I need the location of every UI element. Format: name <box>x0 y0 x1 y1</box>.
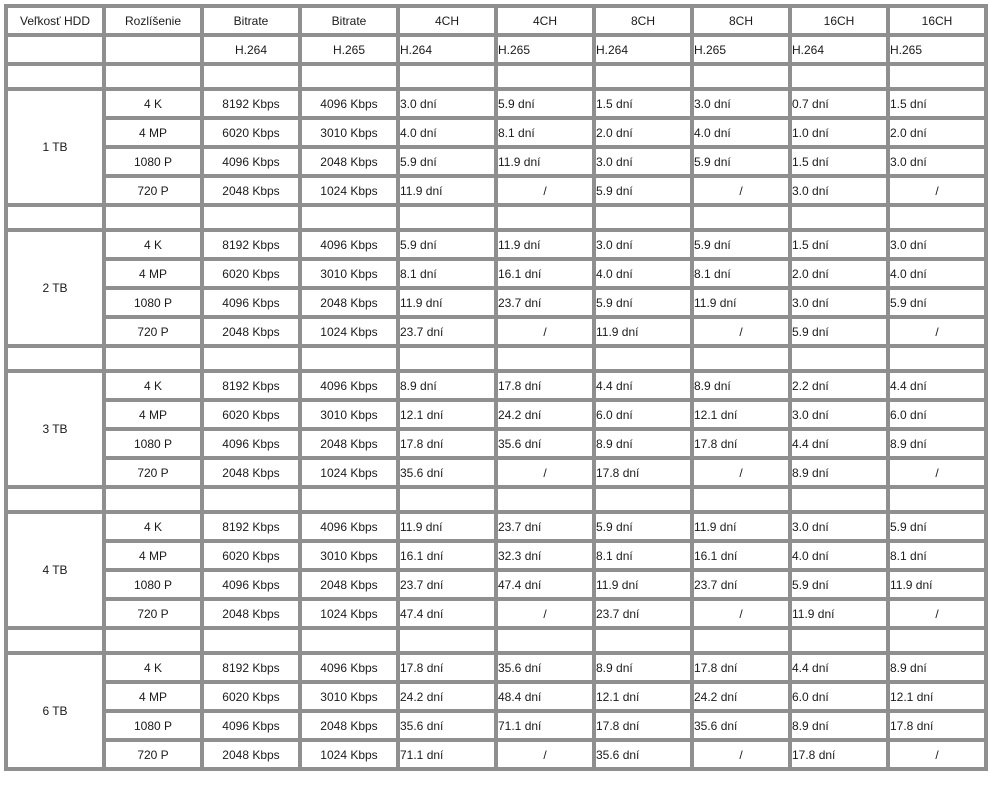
hdd-size-cell: 1 TB <box>8 91 102 203</box>
recording-days-cell: 2.2 dní <box>792 373 886 398</box>
recording-days-cell: 16.1 dní <box>498 261 592 286</box>
table-row <box>8 261 984 286</box>
empty-cell <box>792 348 886 369</box>
recording-days-cell: 71.1 dní <box>400 742 494 767</box>
recording-days-cell: 17.8 dní <box>596 713 690 738</box>
empty-cell <box>694 630 788 651</box>
recording-days-cell: 6.0 dní <box>596 402 690 427</box>
hdd-recording-time-table <box>4 4 988 771</box>
recording-days-cell: 11.9 dní <box>498 232 592 257</box>
recording-days-cell: 3.0 dní <box>792 290 886 315</box>
recording-days-cell: 47.4 dní <box>400 601 494 626</box>
resolution-cell: 4 MP <box>106 402 200 427</box>
table-row <box>8 290 984 315</box>
column-header: Veľkosť HDD <box>8 8 102 33</box>
table-row <box>8 319 984 344</box>
recording-days-cell: 3.0 dní <box>792 178 886 203</box>
recording-days-cell: 11.9 dní <box>498 149 592 174</box>
empty-cell <box>204 489 298 510</box>
bitrate-cell: 2048 Kbps <box>204 601 298 626</box>
empty-cell <box>204 348 298 369</box>
recording-days-cell: / <box>694 319 788 344</box>
resolution-cell: 720 P <box>106 319 200 344</box>
recording-days-cell: 4.0 dní <box>694 120 788 145</box>
bitrate-cell: 4096 Kbps <box>302 91 396 116</box>
table-row <box>8 460 984 485</box>
empty-cell <box>890 207 984 228</box>
bitrate-cell: 2048 Kbps <box>302 290 396 315</box>
recording-days-cell: 35.6 dní <box>596 742 690 767</box>
recording-days-cell: 23.7 dní <box>498 290 592 315</box>
recording-days-cell: 23.7 dní <box>694 572 788 597</box>
bitrate-cell: 6020 Kbps <box>204 261 298 286</box>
codec-header: H.264 <box>596 37 690 62</box>
empty-cell <box>694 207 788 228</box>
recording-days-cell: 24.2 dní <box>400 684 494 709</box>
empty-cell <box>106 66 200 87</box>
bitrate-cell: 3010 Kbps <box>302 402 396 427</box>
recording-days-cell: / <box>890 742 984 767</box>
resolution-cell: 720 P <box>106 460 200 485</box>
recording-days-cell: 11.9 dní <box>694 514 788 539</box>
recording-days-cell: 23.7 dní <box>498 514 592 539</box>
recording-days-cell: 3.0 dní <box>792 514 886 539</box>
recording-days-cell: 35.6 dní <box>694 713 788 738</box>
empty-cell <box>106 630 200 651</box>
resolution-cell: 720 P <box>106 742 200 767</box>
recording-days-cell: 16.1 dní <box>400 543 494 568</box>
recording-days-cell: 17.8 dní <box>890 713 984 738</box>
recording-days-cell: 17.8 dní <box>694 431 788 456</box>
recording-days-cell: 2.0 dní <box>792 261 886 286</box>
codec-header: H.265 <box>694 37 788 62</box>
recording-days-cell: / <box>498 460 592 485</box>
column-header: 16CH <box>792 8 886 33</box>
recording-days-cell: / <box>694 178 788 203</box>
recording-days-cell: 4.0 dní <box>400 120 494 145</box>
recording-days-cell: 4.0 dní <box>792 543 886 568</box>
empty-cell <box>204 630 298 651</box>
recording-days-cell: 17.8 dní <box>498 373 592 398</box>
recording-days-cell: / <box>890 319 984 344</box>
recording-days-cell: 12.1 dní <box>694 402 788 427</box>
table-row <box>8 684 984 709</box>
empty-cell <box>792 630 886 651</box>
empty-cell <box>106 348 200 369</box>
table-row <box>8 373 984 398</box>
recording-days-cell: 71.1 dní <box>498 713 592 738</box>
codec-header <box>106 37 200 62</box>
bitrate-cell: 6020 Kbps <box>204 543 298 568</box>
hdd-size-cell: 4 TB <box>8 514 102 626</box>
empty-cell <box>890 66 984 87</box>
empty-cell <box>302 348 396 369</box>
recording-days-cell: 3.0 dní <box>596 149 690 174</box>
column-header: Bitrate <box>302 8 396 33</box>
bitrate-cell: 2048 Kbps <box>204 742 298 767</box>
bitrate-cell: 4096 Kbps <box>204 713 298 738</box>
table-row <box>8 742 984 767</box>
resolution-cell: 4 K <box>106 232 200 257</box>
recording-days-cell: / <box>890 601 984 626</box>
resolution-cell: 720 P <box>106 178 200 203</box>
recording-days-cell: 8.1 dní <box>596 543 690 568</box>
recording-days-cell: 17.8 dní <box>694 655 788 680</box>
column-header: 8CH <box>596 8 690 33</box>
empty-cell <box>8 630 102 651</box>
table-row <box>8 543 984 568</box>
column-header: 4CH <box>400 8 494 33</box>
bitrate-cell: 6020 Kbps <box>204 684 298 709</box>
header-row <box>8 8 984 33</box>
recording-days-cell: 11.9 dní <box>694 290 788 315</box>
recording-days-cell: 4.4 dní <box>792 655 886 680</box>
resolution-cell: 4 MP <box>106 120 200 145</box>
table-row <box>8 91 984 116</box>
separator-row <box>8 66 984 87</box>
bitrate-cell: 8192 Kbps <box>204 514 298 539</box>
table-row <box>8 402 984 427</box>
empty-cell <box>498 66 592 87</box>
recording-days-cell: 4.4 dní <box>596 373 690 398</box>
bitrate-cell: 1024 Kbps <box>302 460 396 485</box>
empty-cell <box>400 207 494 228</box>
recording-days-cell: 1.5 dní <box>596 91 690 116</box>
bitrate-cell: 3010 Kbps <box>302 543 396 568</box>
recording-days-cell: 6.0 dní <box>792 684 886 709</box>
resolution-cell: 1080 P <box>106 713 200 738</box>
recording-days-cell: / <box>498 319 592 344</box>
recording-days-cell: / <box>890 178 984 203</box>
bitrate-cell: 4096 Kbps <box>204 431 298 456</box>
recording-days-cell: 8.9 dní <box>400 373 494 398</box>
recording-days-cell: 8.9 dní <box>890 431 984 456</box>
codec-header: H.264 <box>204 37 298 62</box>
recording-days-cell: 11.9 dní <box>400 178 494 203</box>
resolution-cell: 4 K <box>106 91 200 116</box>
table-row <box>8 572 984 597</box>
recording-days-cell: 3.0 dní <box>596 232 690 257</box>
recording-days-cell: 3.0 dní <box>890 232 984 257</box>
empty-cell <box>400 348 494 369</box>
bitrate-cell: 4096 Kbps <box>204 290 298 315</box>
recording-days-cell: 47.4 dní <box>498 572 592 597</box>
bitrate-cell: 4096 Kbps <box>302 373 396 398</box>
recording-days-cell: 32.3 dní <box>498 543 592 568</box>
resolution-cell: 4 MP <box>106 261 200 286</box>
table-row <box>8 431 984 456</box>
recording-days-cell: 24.2 dní <box>694 684 788 709</box>
table-row <box>8 149 984 174</box>
recording-days-cell: 35.6 dní <box>400 460 494 485</box>
recording-days-cell: 4.0 dní <box>596 261 690 286</box>
recording-days-cell: 11.9 dní <box>596 319 690 344</box>
table-row <box>8 514 984 539</box>
recording-days-cell: 5.9 dní <box>596 178 690 203</box>
recording-days-cell: 5.9 dní <box>890 514 984 539</box>
bitrate-cell: 3010 Kbps <box>302 261 396 286</box>
recording-days-cell: 4.0 dní <box>890 261 984 286</box>
codec-header: H.265 <box>890 37 984 62</box>
recording-days-cell: 5.9 dní <box>400 232 494 257</box>
codec-header-row <box>8 37 984 62</box>
recording-days-cell: 35.6 dní <box>498 431 592 456</box>
recording-days-cell: 8.9 dní <box>890 655 984 680</box>
empty-cell <box>694 489 788 510</box>
recording-days-cell: 23.7 dní <box>400 319 494 344</box>
empty-cell <box>596 66 690 87</box>
table-container <box>4 4 988 771</box>
recording-days-cell: 2.0 dní <box>890 120 984 145</box>
resolution-cell: 4 K <box>106 655 200 680</box>
recording-days-cell: 23.7 dní <box>596 601 690 626</box>
bitrate-cell: 2048 Kbps <box>204 460 298 485</box>
bitrate-cell: 1024 Kbps <box>302 601 396 626</box>
resolution-cell: 1080 P <box>106 431 200 456</box>
recording-days-cell: 5.9 dní <box>694 232 788 257</box>
table-row <box>8 232 984 257</box>
recording-days-cell: 3.0 dní <box>792 402 886 427</box>
empty-cell <box>498 630 592 651</box>
empty-cell <box>8 66 102 87</box>
empty-cell <box>792 66 886 87</box>
recording-days-cell: 5.9 dní <box>792 572 886 597</box>
bitrate-cell: 2048 Kbps <box>204 319 298 344</box>
recording-days-cell: 8.9 dní <box>792 713 886 738</box>
column-header: 8CH <box>694 8 788 33</box>
recording-days-cell: 5.9 dní <box>792 319 886 344</box>
recording-days-cell: 5.9 dní <box>498 91 592 116</box>
empty-cell <box>596 348 690 369</box>
bitrate-cell: 4096 Kbps <box>204 149 298 174</box>
recording-days-cell: 11.9 dní <box>400 290 494 315</box>
empty-cell <box>792 489 886 510</box>
bitrate-cell: 3010 Kbps <box>302 120 396 145</box>
recording-days-cell: 2.0 dní <box>596 120 690 145</box>
resolution-cell: 4 MP <box>106 543 200 568</box>
empty-cell <box>204 207 298 228</box>
recording-days-cell: / <box>498 178 592 203</box>
bitrate-cell: 8192 Kbps <box>204 655 298 680</box>
resolution-cell: 4 K <box>106 373 200 398</box>
codec-header: H.264 <box>400 37 494 62</box>
resolution-cell: 4 K <box>106 514 200 539</box>
codec-header: H.265 <box>302 37 396 62</box>
empty-cell <box>302 489 396 510</box>
separator-row <box>8 207 984 228</box>
recording-days-cell: 0.7 dní <box>792 91 886 116</box>
recording-days-cell: 3.0 dní <box>890 149 984 174</box>
recording-days-cell: / <box>694 460 788 485</box>
empty-cell <box>302 630 396 651</box>
recording-days-cell: 17.8 dní <box>792 742 886 767</box>
column-header: 4CH <box>498 8 592 33</box>
recording-days-cell: / <box>694 601 788 626</box>
bitrate-cell: 1024 Kbps <box>302 178 396 203</box>
empty-cell <box>8 207 102 228</box>
empty-cell <box>792 207 886 228</box>
recording-days-cell: 23.7 dní <box>400 572 494 597</box>
empty-cell <box>106 489 200 510</box>
recording-days-cell: 1.5 dní <box>792 232 886 257</box>
recording-days-cell: 35.6 dní <box>400 713 494 738</box>
hdd-size-cell: 2 TB <box>8 232 102 344</box>
bitrate-cell: 2048 Kbps <box>302 149 396 174</box>
empty-cell <box>302 66 396 87</box>
resolution-cell: 1080 P <box>106 290 200 315</box>
recording-days-cell: 11.9 dní <box>596 572 690 597</box>
empty-cell <box>400 630 494 651</box>
resolution-cell: 1080 P <box>106 149 200 174</box>
bitrate-cell: 4096 Kbps <box>302 514 396 539</box>
recording-days-cell: 17.8 dní <box>400 655 494 680</box>
empty-cell <box>8 348 102 369</box>
empty-cell <box>400 489 494 510</box>
recording-days-cell: 12.1 dní <box>596 684 690 709</box>
recording-days-cell: 17.8 dní <box>400 431 494 456</box>
bitrate-cell: 6020 Kbps <box>204 402 298 427</box>
table-row <box>8 713 984 738</box>
empty-cell <box>204 66 298 87</box>
recording-days-cell: 16.1 dní <box>694 543 788 568</box>
hdd-size-cell: 6 TB <box>8 655 102 767</box>
separator-row <box>8 348 984 369</box>
empty-cell <box>596 207 690 228</box>
bitrate-cell: 4096 Kbps <box>302 655 396 680</box>
recording-days-cell: 48.4 dní <box>498 684 592 709</box>
table-row <box>8 178 984 203</box>
empty-cell <box>498 348 592 369</box>
recording-days-cell: 11.9 dní <box>890 572 984 597</box>
table-row <box>8 655 984 680</box>
recording-days-cell: 8.9 dní <box>596 655 690 680</box>
bitrate-cell: 2048 Kbps <box>302 713 396 738</box>
empty-cell <box>890 630 984 651</box>
recording-days-cell: 5.9 dní <box>596 290 690 315</box>
recording-days-cell: 5.9 dní <box>890 290 984 315</box>
recording-days-cell: 8.9 dní <box>694 373 788 398</box>
empty-cell <box>400 66 494 87</box>
recording-days-cell: 4.4 dní <box>792 431 886 456</box>
bitrate-cell: 3010 Kbps <box>302 684 396 709</box>
bitrate-cell: 8192 Kbps <box>204 373 298 398</box>
column-header: 16CH <box>890 8 984 33</box>
recording-days-cell: / <box>890 460 984 485</box>
table-row <box>8 601 984 626</box>
empty-cell <box>596 489 690 510</box>
empty-cell <box>498 489 592 510</box>
separator-row <box>8 630 984 651</box>
bitrate-cell: 8192 Kbps <box>204 91 298 116</box>
recording-days-cell: 4.4 dní <box>890 373 984 398</box>
bitrate-cell: 2048 Kbps <box>302 431 396 456</box>
column-header: Bitrate <box>204 8 298 33</box>
empty-cell <box>596 630 690 651</box>
recording-days-cell: / <box>498 742 592 767</box>
recording-days-cell: 8.1 dní <box>694 261 788 286</box>
empty-cell <box>694 348 788 369</box>
recording-days-cell: 17.8 dní <box>596 460 690 485</box>
resolution-cell: 720 P <box>106 601 200 626</box>
bitrate-cell: 4096 Kbps <box>204 572 298 597</box>
recording-days-cell: 1.0 dní <box>792 120 886 145</box>
bitrate-cell: 2048 Kbps <box>204 178 298 203</box>
separator-row <box>8 489 984 510</box>
recording-days-cell: 8.1 dní <box>890 543 984 568</box>
empty-cell <box>106 207 200 228</box>
recording-days-cell: 5.9 dní <box>694 149 788 174</box>
resolution-cell: 1080 P <box>106 572 200 597</box>
recording-days-cell: 12.1 dní <box>400 402 494 427</box>
bitrate-cell: 6020 Kbps <box>204 120 298 145</box>
recording-days-cell: 24.2 dní <box>498 402 592 427</box>
recording-days-cell: / <box>694 742 788 767</box>
recording-days-cell: 8.9 dní <box>792 460 886 485</box>
empty-cell <box>498 207 592 228</box>
recording-days-cell: 8.9 dní <box>596 431 690 456</box>
empty-cell <box>302 207 396 228</box>
empty-cell <box>8 489 102 510</box>
recording-days-cell: 35.6 dní <box>498 655 592 680</box>
table-row <box>8 120 984 145</box>
recording-days-cell: 1.5 dní <box>890 91 984 116</box>
recording-days-cell: 1.5 dní <box>792 149 886 174</box>
recording-days-cell: / <box>498 601 592 626</box>
empty-cell <box>890 489 984 510</box>
recording-days-cell: 11.9 dní <box>792 601 886 626</box>
bitrate-cell: 4096 Kbps <box>302 232 396 257</box>
recording-days-cell: 12.1 dní <box>890 684 984 709</box>
recording-days-cell: 3.0 dní <box>400 91 494 116</box>
recording-days-cell: 8.1 dní <box>498 120 592 145</box>
recording-days-cell: 8.1 dní <box>400 261 494 286</box>
column-header: Rozlíšenie <box>106 8 200 33</box>
bitrate-cell: 1024 Kbps <box>302 742 396 767</box>
recording-days-cell: 11.9 dní <box>400 514 494 539</box>
codec-header <box>8 37 102 62</box>
bitrate-cell: 1024 Kbps <box>302 319 396 344</box>
empty-cell <box>694 66 788 87</box>
resolution-cell: 4 MP <box>106 684 200 709</box>
recording-days-cell: 5.9 dní <box>596 514 690 539</box>
empty-cell <box>890 348 984 369</box>
bitrate-cell: 2048 Kbps <box>302 572 396 597</box>
recording-days-cell: 5.9 dní <box>400 149 494 174</box>
hdd-size-cell: 3 TB <box>8 373 102 485</box>
bitrate-cell: 8192 Kbps <box>204 232 298 257</box>
codec-header: H.264 <box>792 37 886 62</box>
recording-days-cell: 6.0 dní <box>890 402 984 427</box>
codec-header: H.265 <box>498 37 592 62</box>
recording-days-cell: 3.0 dní <box>694 91 788 116</box>
